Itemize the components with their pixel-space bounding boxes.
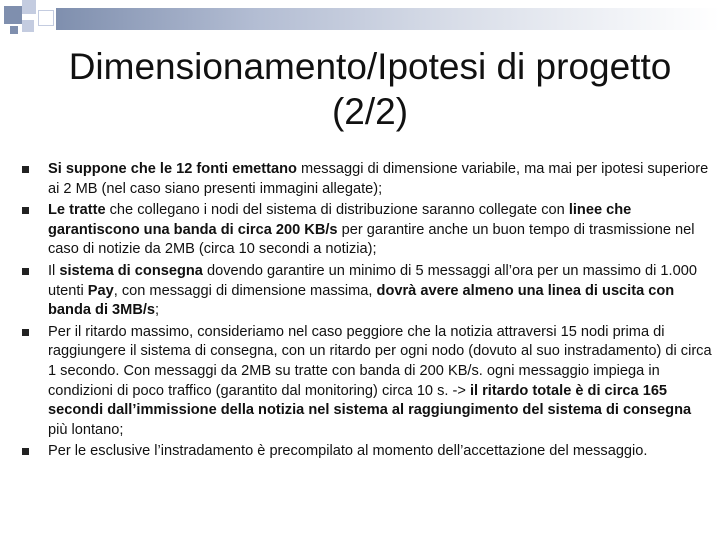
decor-gradient-band	[56, 8, 720, 30]
bullet-item	[22, 262, 712, 321]
decor-square	[22, 0, 36, 14]
bullet-text-bold: dovrà avere almeno una linea di uscita con banda di 3MB/s	[48, 282, 675, 319]
bullet-marker-icon	[22, 268, 29, 275]
bullet-item	[22, 442, 712, 462]
bullet-text-bold: il ritardo totale è di circa 165 secondi dall’immissione della notizia nel sistema al raggiungimento del sistema di consegna	[48, 382, 692, 419]
bullet-text: più lontano;	[48, 421, 124, 438]
bullet-text: , con messaggi di dimensione massima,	[113, 282, 377, 299]
bullet-item	[22, 201, 712, 260]
bullet-text-bold: Si suppone che le 12 fonti emettano	[48, 161, 297, 177]
bullet-marker-icon	[22, 448, 29, 455]
bullet-text: dovendo garantire un minimo di 5 messaggi all’ora per un massimo di 1.000 utenti	[48, 262, 697, 299]
bullet-text: messaggi di dimensione variabile, ma mai per ipotesi superiore ai 2 MB (nel caso siano presenti immagini allegate);	[48, 161, 709, 197]
bullet-text: Per le esclusive l’instradamento è precompilato al momento dell’accettazione del messaggio.	[48, 443, 648, 460]
decor-square	[38, 10, 54, 26]
bullet-text: Il	[48, 262, 60, 279]
title-line: Dimensionamento/Ipotesi di progetto	[68, 46, 672, 87]
title-line: (2/2)	[331, 91, 409, 132]
bullet-list	[22, 160, 712, 464]
decor-square	[22, 20, 34, 32]
bullet-item	[22, 160, 712, 199]
bullet-item	[22, 323, 712, 441]
bullet-text: ;	[155, 302, 160, 319]
slide-title	[40, 44, 700, 134]
bullet-text: Per il ritardo massimo, consideriamo nel caso peggiore che la notizia attraversi 15 nodi prima di raggiungere il sistema di consegna, con un ritardo per ogni nodo (dovuto al suo instradamento) di circa 1 secondo. Con messaggi da 2MB su tratte con banda di 200 KB/s. ogni messaggio impiega in condizioni di poco traffico (garantito dal monitoring) circa 10 s. ->	[48, 323, 712, 399]
decor-square	[4, 6, 22, 24]
bullet-text: che collegano i nodi del sistema di distribuzione saranno collegate con	[105, 202, 569, 219]
decor-square	[10, 26, 18, 34]
bullet-text-bold: linee che garantiscono una banda di circa 200 KB/s	[48, 202, 632, 238]
bullet-marker-icon	[22, 207, 29, 214]
bullet-text-bold: sistema di consegna	[59, 262, 203, 279]
header-decoration	[0, 0, 720, 40]
bullet-marker-icon	[22, 166, 29, 173]
bullet-text: per garantire anche un buon tempo di trasmissione nel caso di notizie da 2MB (circa 10 secondi a notizia);	[48, 221, 695, 258]
bullet-text-bold: Le tratte	[48, 202, 106, 219]
bullet-text-bold: Pay	[87, 282, 114, 299]
bullet-marker-icon	[22, 329, 29, 336]
